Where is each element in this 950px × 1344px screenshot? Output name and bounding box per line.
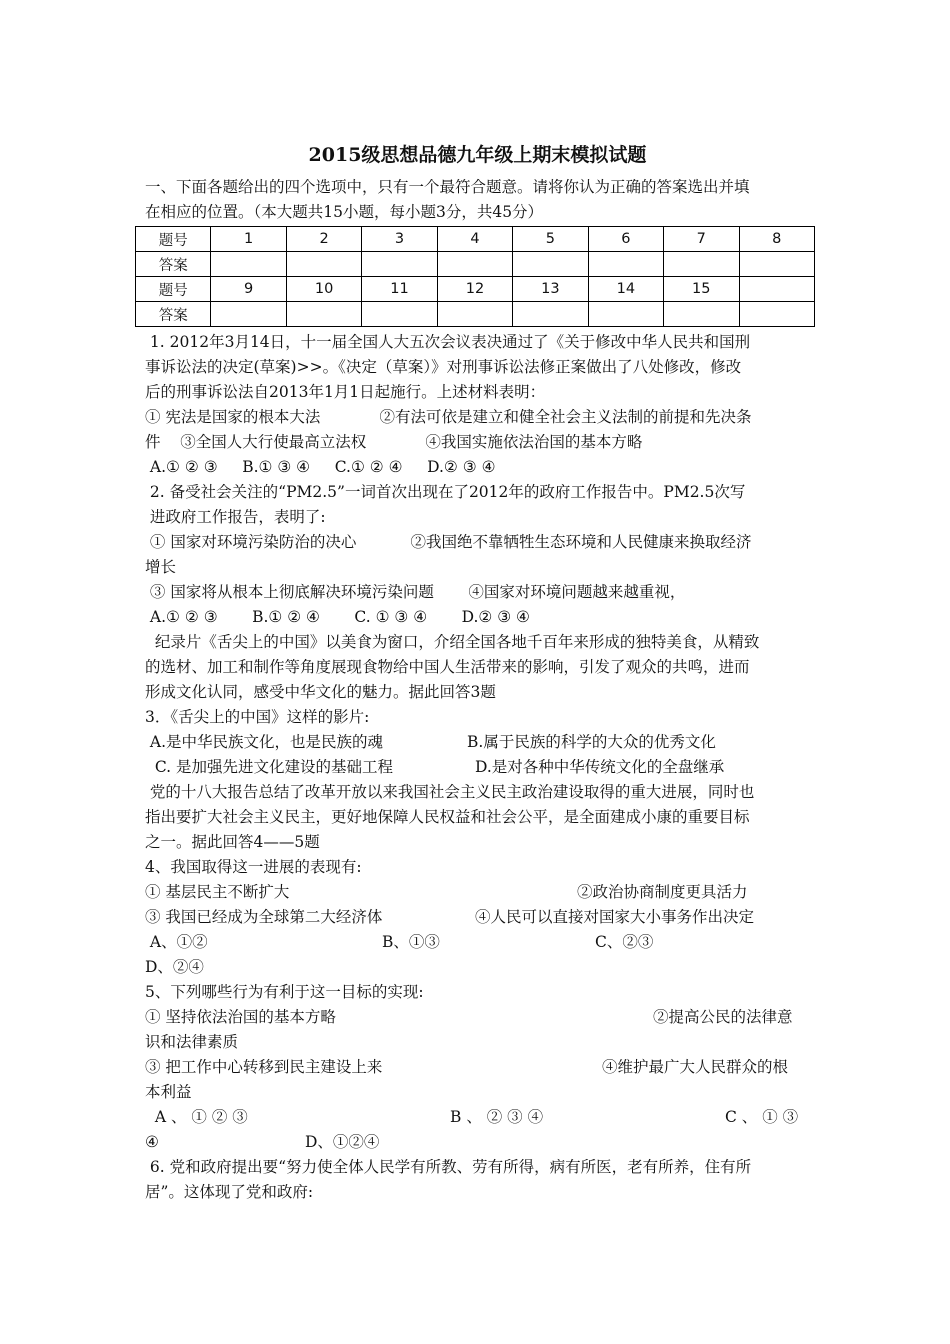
q3-option-b: B.属于民族的科学的大众的优秀文化 — [467, 733, 716, 751]
q1-line2: 事诉讼法的决定(草案)>>。《决定（草案）》对刑事诉讼法修正案做出了八处修改，修改 — [145, 358, 742, 376]
answer-cell[interactable] — [362, 252, 437, 277]
passage3-line2: 的选材、加工和制作等角度展现食物给中国人生活带来的影响，引发了观众的共鸣，进而 — [145, 658, 750, 676]
answer-cell[interactable] — [664, 252, 739, 277]
question-number-cell — [739, 277, 815, 302]
question-number-cell: 10 — [286, 277, 361, 302]
q3-option-a: A.是中华民族文化，也是民族的魂 — [145, 733, 384, 751]
q4-item-3: ③ 我国已经成为全球第二大经济体 — [145, 908, 383, 926]
passage45-line2: 指出要扩大社会主义民主，更好地保障人民权益和社会公平，是全面建成小康的重要目标 — [145, 808, 750, 826]
row-label-answer: 答案 — [136, 252, 211, 277]
q1-line4: ① 宪法是国家的根本大法 ②有法可依是建立和健全社会主义法制的前提和先决条 — [145, 408, 752, 426]
answer-table — [135, 226, 815, 327]
answer-cell[interactable] — [286, 252, 361, 277]
table-row — [136, 277, 815, 302]
answer-cell[interactable] — [211, 302, 286, 327]
q2-line2: 进政府工作报告，表明了: — [145, 508, 326, 526]
q5-option-c-cont: ④ — [145, 1133, 159, 1151]
q4-option-c: C、②③ — [595, 933, 654, 951]
q2-options: A.① ② ③ B.① ② ④ C. ① ③ ④ D.② ③ ④ — [145, 608, 530, 626]
answer-cell[interactable] — [588, 302, 663, 327]
answer-cell[interactable] — [437, 252, 512, 277]
q4-item-2: ②政治协商制度更具活力 — [577, 883, 748, 901]
question-number-cell: 2 — [286, 227, 361, 252]
question-number-cell: 4 — [437, 227, 512, 252]
section-intro-line2: 在相应的位置。（本大题共15小题，每小题3分，共45分） — [145, 203, 544, 221]
passage3-line3: 形成文化认同，感受中华文化的魅力。据此回答3题 — [145, 683, 496, 701]
q5-item-2: ②提高公民的法律意 — [653, 1008, 793, 1026]
table-row — [136, 302, 815, 327]
passage3-line1: 纪录片《舌尖上的中国》以美食为窗口，介绍全国各地千百年来形成的独特美食，从精致 — [145, 633, 760, 651]
passage45-line3: 之一。据此回答4——5题 — [145, 833, 320, 851]
q1-line3: 后的刑事诉讼法自2013年1月1日起施行。上述材料表明： — [145, 383, 546, 401]
q5-option-d: D、①②④ — [305, 1133, 380, 1151]
q1-options: A.① ② ③ B.① ③ ④ C.① ② ④ D.② ③ ④ — [145, 458, 496, 476]
q1-line5: 件 ③全国人大行使最高立法权 ④我国实施依法治国的基本方略 — [145, 433, 643, 451]
answer-cell[interactable] — [437, 302, 512, 327]
table-row — [136, 227, 815, 252]
q1-line1: 1. 2012年3月14日，十一届全国人大五次会议表决通过了《关于修改中华人民共和国刑 — [145, 333, 751, 351]
answer-cell[interactable] — [513, 302, 588, 327]
section-intro-line1: 一、下面各题给出的四个选项中，只有一个最符合题意。请将你认为正确的答案选出并填 — [145, 178, 750, 196]
q4-stem: 4、我国取得这一进展的表现有: — [145, 858, 362, 876]
q5-item-4: ④维护最广大人民群众的根 — [602, 1058, 789, 1076]
question-number-cell: 12 — [437, 277, 512, 302]
q5-item-2-cont: 识和法律素质 — [145, 1033, 239, 1051]
question-number-cell: 15 — [664, 277, 739, 302]
q6-line2: 居”。这体现了党和政府: — [145, 1183, 314, 1201]
question-number-cell: 9 — [211, 277, 286, 302]
q5-item-3: ③ 把工作中心转移到民主建设上来 — [145, 1058, 383, 1076]
row-label-answer: 答案 — [136, 302, 211, 327]
question-number-cell: 14 — [588, 277, 663, 302]
q4-item-4: ④人民可以直接对国家大小事务作出决定 — [475, 908, 755, 926]
q2-line5: ③ 国家将从根本上彻底解决环境污染问题 ④国家对环境问题越来越重视， — [145, 583, 686, 601]
question-number-cell: 5 — [513, 227, 588, 252]
answer-cell[interactable] — [664, 302, 739, 327]
q5-item-4-cont: 本利益 — [145, 1083, 192, 1101]
q2-line1: 2. 备受社会关注的“PM2.5”一词首次出现在了2012年的政府工作报告中。PM2.5次写 — [145, 483, 746, 501]
answer-cell[interactable] — [286, 302, 361, 327]
question-number-cell: 3 — [362, 227, 437, 252]
question-number-cell: 6 — [588, 227, 663, 252]
row-label-number: 题号 — [136, 227, 211, 252]
q3-stem: 3．《舌尖上的中国》这样的影片: — [145, 708, 370, 726]
q4-option-a: A、①② — [145, 933, 208, 951]
answer-cell[interactable] — [211, 252, 286, 277]
q4-option-b: B、①③ — [382, 933, 440, 951]
answer-cell[interactable] — [588, 252, 663, 277]
q2-line3: ① 国家对环境污染防治的决心 ②我国绝不靠牺牲生态环境和人民健康来换取经济 — [145, 533, 752, 551]
q4-item-1: ① 基层民主不断扩大 — [145, 883, 290, 901]
q6-line1: 6. 党和政府提出要“努力使全体人民学有所教、劳有所得，病有所医，老有所养，住有所 — [145, 1158, 752, 1176]
q3-option-d: D.是对各种中华传统文化的全盘继承 — [475, 758, 725, 776]
q3-option-c: C. 是加强先进文化建设的基础工程 — [145, 758, 394, 776]
q4-option-d: D、②④ — [145, 958, 204, 976]
question-number-cell: 11 — [362, 277, 437, 302]
q2-line4: 增长 — [145, 558, 177, 576]
question-number-cell: 1 — [211, 227, 286, 252]
table-row — [136, 252, 815, 277]
passage45-line1: 党的十八大报告总结了改革开放以来我国社会主义民主政治建设取得的重大进展，同时也 — [145, 783, 755, 801]
page-title: 2015级思想品德九年级上期末模拟试题 — [308, 144, 647, 166]
row-label-number: 题号 — [136, 277, 211, 302]
answer-cell[interactable] — [739, 252, 815, 277]
q5-option-a: A 、 ① ② ③ — [145, 1108, 248, 1126]
question-number-cell: 13 — [513, 277, 588, 302]
answer-cell[interactable] — [362, 302, 437, 327]
q5-option-c: C 、 ① ③ — [725, 1108, 799, 1126]
answer-cell[interactable] — [513, 252, 588, 277]
question-number-cell: 8 — [739, 227, 815, 252]
q5-option-b: B 、 ② ③ ④ — [450, 1108, 544, 1126]
question-number-cell: 7 — [664, 227, 739, 252]
q5-item-1: ① 坚持依法治国的基本方略 — [145, 1008, 336, 1026]
q5-stem: 5、下列哪些行为有利于这一目标的实现: — [145, 983, 424, 1001]
answer-cell[interactable] — [739, 302, 815, 327]
